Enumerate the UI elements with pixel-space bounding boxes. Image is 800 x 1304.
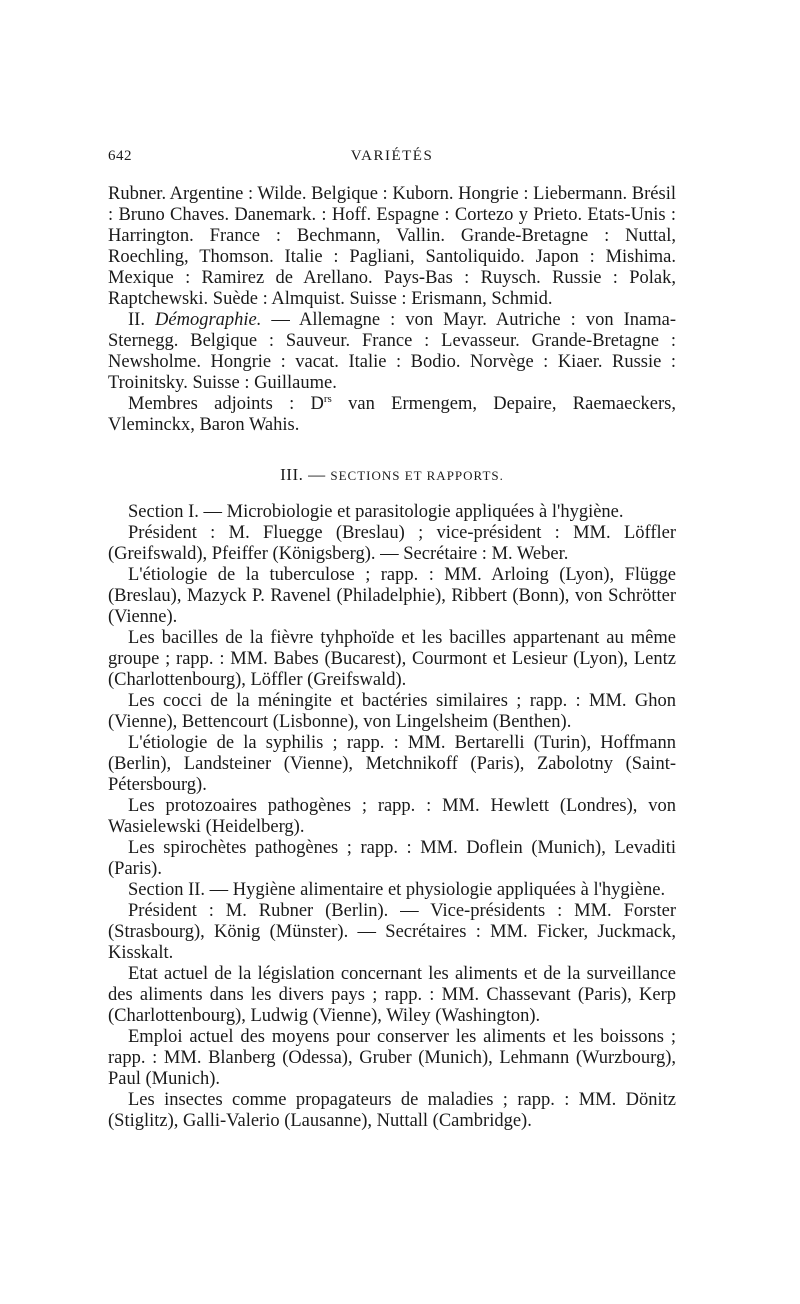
section-heading <box>108 464 676 486</box>
demographie-text: — Allemagne : von Mayr. Autriche : von Inama-Sternegg. Belgique : Sauveur. France : Levasseur. Grande-Bretagne : Newsholme. Hongrie : vacat. Italie : Bodio. Norvège : Kiaer. Russie : Troinitsky. Suisse : Guillaume. <box>108 310 677 393</box>
page-number: 642 <box>108 148 132 164</box>
demographie-prefix: II. <box>128 310 145 330</box>
section-title: SECTIONS ET RAPPORTS. <box>330 468 504 483</box>
section-numeral: III. — <box>280 465 331 484</box>
running-head <box>108 148 676 172</box>
paragraph-demographie <box>108 310 676 394</box>
running-title: VARIÉTÉS <box>350 148 434 164</box>
demographie-label: Démographie. <box>155 310 262 330</box>
paragraph: Emploi actuel des moyens pour conserver les aliments et les boissons ; rapp. : MM. Blanberg (Odessa), Gruber (Munich), Lehmann (Wurzbourg), Paul (Munich). <box>108 1027 676 1089</box>
paragraph: L'étiologie de la tuberculose ; rapp. : MM. Arloing (Lyon), Flügge (Breslau), Mazyck P. Ravenel (Philadelphie), Ribbert (Bonn), von Schrötter (Vienne). <box>108 565 676 627</box>
paragraph: Président : M. Fluegge (Breslau) ; vice-président : MM. Löffler (Greifswald), Pfeiffer (Königsberg). — Secrétaire : M. Weber. <box>108 523 676 564</box>
paragraph: Les protozoaires pathogènes ; rapp. : MM. Hewlett (Londres), von Wasielewski (Heidelberg). <box>108 796 676 837</box>
paragraph: Les spirochètes pathogènes ; rapp. : MM. Doflein (Munich), Levaditi (Paris). <box>108 838 676 879</box>
paragraph: Section II. — Hygiène alimentaire et physiologie appliquées à l'hygiène. <box>128 880 666 900</box>
body-text <box>108 184 676 1132</box>
paragraph: Les bacilles de la fièvre tyhphoïde et les bacilles appartenant au même groupe ; rapp. : MM. Babes (Bucarest), Courmont et Lesieur (Lyon), Lentz (Charlottenbourg), Löffler (Greifswald). <box>108 628 676 690</box>
paragraph: Président : M. Rubner (Berlin). — Vice-présidents : MM. Forster (Strasbourg), König (Münster). — Secrétaires : MM. Ficker, Juckmack, Kisskalt. <box>108 901 676 963</box>
paragraph: L'étiologie de la syphilis ; rapp. : MM. Bertarelli (Turin), Hoffmann (Berlin), Landsteiner (Vienne), Metchnikoff (Paris), Zabolotny (Saint-Pétersbourg). <box>108 733 676 795</box>
paragraph-membres <box>108 394 676 436</box>
membres-before: Membres adjoints : D <box>128 394 324 414</box>
membres-after: van Ermengem, Depaire, Raemaeckers, Vleminckx, Baron Wahis. <box>108 394 676 435</box>
paragraph: Etat actuel de la législation concernant les aliments et de la surveillance des aliments dans les divers pays ; rapp. : MM. Chassevant (Paris), Kerp (Charlottenbourg), Ludwig (Vienne), Wiley (Washington). <box>108 964 676 1026</box>
paragraph: Les cocci de la méningite et bactéries similaires ; rapp. : MM. Ghon (Vienne), Bettencourt (Lisbonne), von Lingelsheim (Benthen). <box>108 691 676 732</box>
membres-sup: rs <box>323 392 332 405</box>
paragraph: Rubner. Argentine : Wilde. Belgique : Kuborn. Hongrie : Liebermann. Brésil : Bruno Chaves. Danemark. : Hoff. Espagne : Cortezo y Prieto. Etats-Unis : Harrington. France : Bechmann, Vallin. Grande-Bretagne : Nuttal, Roechling, Thomson. Italie : Pagliani, Santoliquido. Japon : Mishima. Mexique : Ramirez de Arellano. Pays-Bas : Ruysch. Russie : Polak, Raptchewski. Suède : Almquist. Suisse : Erismann, Schmid. <box>108 184 676 309</box>
paragraph: Section I. — Microbiologie et parasitologie appliquées à l'hygiène. <box>128 502 624 522</box>
paragraph: Les insectes comme propagateurs de maladies ; rapp. : MM. Dönitz (Stiglitz), Galli-Valerio (Lausanne), Nuttall (Cambridge). <box>108 1090 676 1131</box>
